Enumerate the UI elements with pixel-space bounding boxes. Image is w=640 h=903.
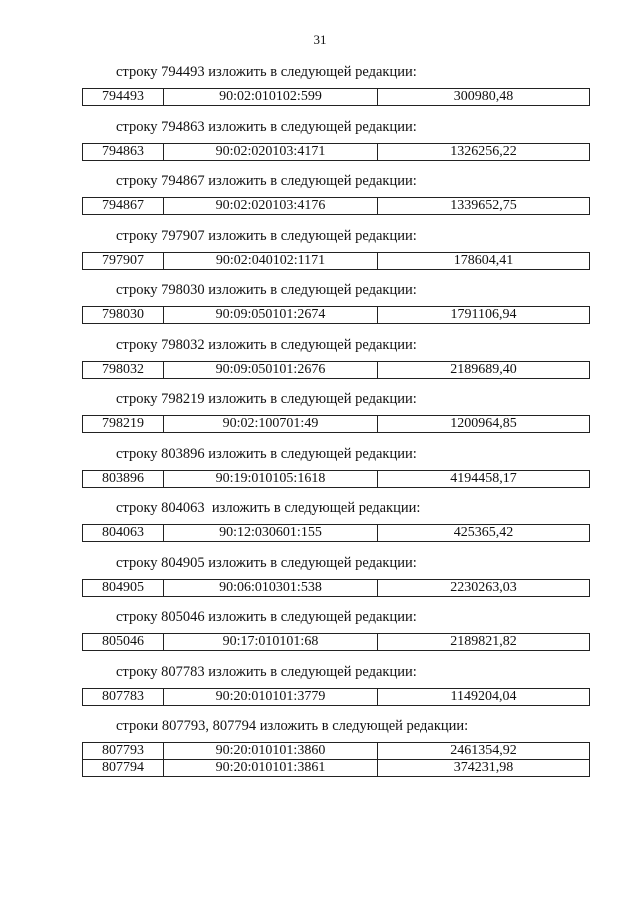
table-row bbox=[83, 743, 590, 760]
table-row bbox=[83, 525, 590, 542]
row-code-cell: 798219 bbox=[83, 416, 164, 433]
amendment-entry bbox=[82, 336, 586, 391]
amendment-instruction: строку 798219 изложить в следующей редакции: bbox=[116, 391, 417, 407]
cadastral-number-cell: 90:20:010101:3861 bbox=[164, 760, 378, 777]
value-cell: 2189821,82 bbox=[378, 634, 590, 651]
cadastral-number-cell: 90:02:040102:1171 bbox=[164, 252, 378, 269]
cadastral-number-cell: 90:20:010101:3779 bbox=[164, 688, 378, 705]
table-row bbox=[83, 307, 590, 324]
amendment-entry bbox=[82, 118, 586, 173]
value-cell: 2189689,40 bbox=[378, 361, 590, 378]
row-code-cell: 794867 bbox=[83, 198, 164, 215]
cadastral-number-cell: 90:09:050101:2676 bbox=[164, 361, 378, 378]
document-body bbox=[82, 63, 586, 775]
table-row bbox=[83, 143, 590, 160]
amendment-table bbox=[82, 361, 590, 379]
amendment-instruction: строку 805046 изложить в следующей редакции: bbox=[116, 609, 417, 625]
row-code-cell: 807793 bbox=[83, 743, 164, 760]
cadastral-number-cell: 90:02:020103:4171 bbox=[164, 143, 378, 160]
amendment-instruction: строку 804905 изложить в следующей редакции: bbox=[116, 554, 417, 571]
amendment-entry bbox=[82, 499, 586, 554]
cadastral-number-cell: 90:20:010101:3860 bbox=[164, 743, 378, 760]
value-cell: 1339652,75 bbox=[378, 198, 590, 215]
row-code-cell: 804905 bbox=[83, 579, 164, 596]
table-row bbox=[83, 760, 590, 777]
amendment-instruction: строку 794867 изложить в следующей редакции: bbox=[116, 173, 417, 189]
amendment-instruction: строку 798030 изложить в следующей редакции: bbox=[116, 282, 417, 298]
value-cell: 4194458,17 bbox=[378, 470, 590, 487]
table-row bbox=[83, 634, 590, 651]
cadastral-number-cell: 90:02:020103:4176 bbox=[164, 198, 378, 215]
row-code-cell: 798032 bbox=[83, 361, 164, 378]
amendment-entry bbox=[82, 390, 586, 445]
cadastral-number-cell: 90:17:010101:68 bbox=[164, 634, 378, 651]
row-code-cell: 803896 bbox=[83, 470, 164, 487]
amendment-entry bbox=[82, 445, 586, 500]
amendment-instruction: строку 794863 изложить в следующей редакции: bbox=[116, 118, 417, 135]
table-row bbox=[83, 688, 590, 705]
value-cell: 1791106,94 bbox=[378, 307, 590, 324]
value-cell: 1149204,04 bbox=[378, 688, 590, 705]
amendment-entry bbox=[82, 608, 586, 663]
table-row bbox=[83, 89, 590, 106]
page-number: 31 bbox=[313, 32, 327, 47]
amendment-instruction: строку 803896 изложить в следующей редакции: bbox=[116, 445, 417, 462]
amendment-table bbox=[82, 742, 590, 777]
cadastral-number-cell: 90:12:030601:155 bbox=[164, 525, 378, 542]
cadastral-number-cell: 90:06:010301:538 bbox=[164, 579, 378, 596]
amendment-table bbox=[82, 470, 590, 488]
row-code-cell: 807783 bbox=[83, 688, 164, 705]
amendment-entry bbox=[82, 717, 586, 775]
value-cell: 2230263,03 bbox=[378, 579, 590, 596]
amendment-table bbox=[82, 252, 590, 270]
table-row bbox=[83, 416, 590, 433]
row-code-cell: 807794 bbox=[83, 760, 164, 777]
row-code-cell: 805046 bbox=[83, 634, 164, 651]
value-cell: 1326256,22 bbox=[378, 143, 590, 160]
table-row bbox=[83, 198, 590, 215]
table-row bbox=[83, 252, 590, 269]
row-code-cell: 804063 bbox=[83, 525, 164, 542]
cadastral-number-cell: 90:02:010102:599 bbox=[164, 89, 378, 106]
amendment-table bbox=[82, 633, 590, 651]
value-cell: 2461354,92 bbox=[378, 743, 590, 760]
amendment-instruction: строку 807783 изложить в следующей редакции: bbox=[116, 663, 417, 680]
row-code-cell: 798030 bbox=[83, 307, 164, 324]
amendment-table bbox=[82, 579, 590, 597]
row-code-cell: 794863 bbox=[83, 143, 164, 160]
amendment-table bbox=[82, 524, 590, 542]
amendment-table bbox=[82, 88, 590, 106]
amendment-table bbox=[82, 688, 590, 706]
amendment-table bbox=[82, 306, 590, 324]
table-row bbox=[83, 470, 590, 487]
value-cell: 1200964,85 bbox=[378, 416, 590, 433]
amendment-instruction: строку 794493 изложить в следующей редакции: bbox=[116, 64, 417, 80]
row-code-cell: 797907 bbox=[83, 252, 164, 269]
amendment-entry bbox=[82, 663, 586, 718]
amendment-instruction: строки 807793, 807794 изложить в следующей редакции: bbox=[116, 718, 469, 734]
amendment-instruction: строку 797907 изложить в следующей редакции: bbox=[116, 227, 417, 244]
row-code-cell: 794493 bbox=[83, 89, 164, 106]
amendment-entry bbox=[82, 227, 586, 282]
cadastral-number-cell: 90:19:010105:1618 bbox=[164, 470, 378, 487]
value-cell: 300980,48 bbox=[378, 89, 590, 106]
cadastral-number-cell: 90:02:100701:49 bbox=[164, 416, 378, 433]
amendment-entry bbox=[82, 63, 586, 118]
amendment-instruction: строку 804063 изложить в следующей редакции: bbox=[116, 500, 421, 516]
value-cell: 425365,42 bbox=[378, 525, 590, 542]
table-row bbox=[83, 579, 590, 596]
amendment-entry bbox=[82, 554, 586, 609]
value-cell: 178604,41 bbox=[378, 252, 590, 269]
amendment-table bbox=[82, 197, 590, 215]
amendment-entry bbox=[82, 281, 586, 336]
amendment-table bbox=[82, 415, 590, 433]
amendment-entry bbox=[82, 172, 586, 227]
table-row bbox=[83, 361, 590, 378]
amendment-table bbox=[82, 143, 590, 161]
value-cell: 374231,98 bbox=[378, 760, 590, 777]
cadastral-number-cell: 90:09:050101:2674 bbox=[164, 307, 378, 324]
amendment-instruction: строку 798032 изложить в следующей редакции: bbox=[116, 336, 417, 353]
